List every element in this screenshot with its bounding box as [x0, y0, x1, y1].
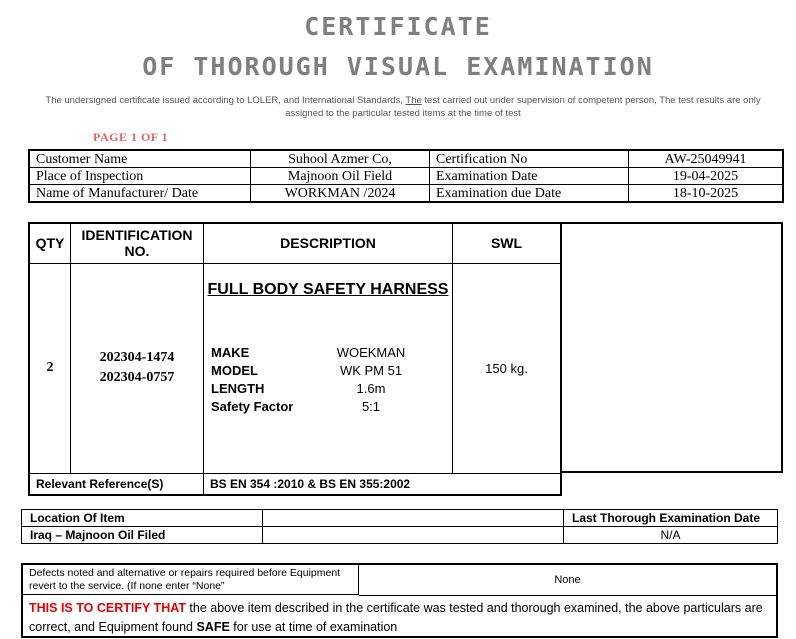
certificate-subtitle: OF THOROUGH VISUAL EXAMINATION [142, 52, 654, 81]
swl-value: 150 kg. [453, 263, 562, 473]
length-value: 1.6m [356, 380, 386, 396]
model-value: WK PM 51 [339, 362, 403, 378]
make-value: WOEKMAN [336, 344, 406, 360]
certify-statement [29, 599, 770, 637]
intro-part-a: The undersigned certificate issued according to LOLER, and International Standards, [45, 95, 406, 106]
certificate-title: CERTIFICATE [304, 12, 492, 41]
customer-value: Suhool Azmer Co, [251, 150, 430, 168]
id-header: IDENTIFICATION NO. [71, 223, 204, 263]
certify-heading: THIS IS TO CERTIFY THAT [29, 601, 186, 615]
qty-header: QTY [29, 223, 71, 263]
make-label: MAKE [211, 344, 250, 360]
blank-side-box [561, 222, 783, 473]
id-value-1: 202304-1474 [99, 350, 175, 365]
location-blank-2 [263, 527, 564, 544]
item-header-row [29, 223, 561, 263]
description-cell [204, 263, 453, 473]
info-table [28, 149, 784, 203]
manufacturer-label: Name of Manufacturer/ Date [29, 185, 251, 203]
swl-header: SWL [453, 223, 562, 263]
due-date-value: 18-10-2025 [629, 185, 784, 203]
customer-label: Customer Name [29, 150, 251, 168]
item-table [28, 222, 562, 496]
intro-text [40, 94, 766, 120]
due-date-label: Examination due Date [430, 185, 629, 203]
model-label: MODEL [211, 362, 258, 378]
certify-text-b: for use at time of examination [229, 620, 398, 634]
id-value-2: 202304-0757 [99, 370, 175, 385]
safety-factor-label: Safety Factor [211, 398, 294, 414]
safe-word: SAFE [196, 620, 230, 634]
info-row [29, 168, 783, 185]
location-blank [263, 510, 564, 527]
certification-box [21, 563, 778, 638]
exam-date-value: 19-04-2025 [629, 168, 784, 185]
defects-value: None [359, 565, 776, 596]
location-value-row [22, 527, 778, 544]
info-row [29, 185, 783, 203]
last-exam-value: N/A [564, 527, 778, 544]
item-row [29, 263, 561, 473]
location-table [21, 509, 778, 544]
safety-factor-value: 5:1 [361, 398, 381, 414]
info-row [29, 150, 783, 168]
cert-no-value: AW-25049941 [629, 150, 784, 168]
defects-label: Defects noted and alternative or repairs required before Equipment revert to the service. (If none enter “None” [23, 565, 359, 595]
certify-text-a: the above item described in the certificate was tested and thorough examined, the above particulars are correct, and Equipment found [29, 601, 763, 634]
place-label: Place of Inspection [29, 168, 251, 185]
qty-value: 2 [29, 263, 71, 473]
description-title: FULL BODY SAFETY HARNESS [207, 280, 449, 298]
last-exam-label: Last Thorough Examination Date [564, 510, 778, 527]
reference-row [29, 473, 561, 495]
place-value: Majnoon Oil Field [251, 168, 430, 185]
intro-part-b: test carried out under supervision of competent person, The test results are only assigned to the particular tested items at the time of test [285, 95, 761, 119]
spec-make [205, 344, 451, 362]
location-header-row [22, 510, 778, 527]
length-label: LENGTH [211, 380, 265, 396]
spec-length [205, 380, 451, 398]
description-header: DESCRIPTION [204, 223, 453, 263]
page-indicator: PAGE 1 OF 1 [93, 130, 169, 144]
spec-safety-factor [205, 398, 451, 416]
intro-underlined-word: The [405, 95, 422, 106]
manufacturer-value: WORKMAN /2024 [251, 185, 430, 203]
exam-date-label: Examination Date [430, 168, 629, 185]
spec-model [205, 362, 451, 380]
reference-label: Relevant Reference(S) [29, 473, 204, 495]
reference-value: BS EN 354 :2010 & BS EN 355:2002 [204, 473, 562, 495]
cert-no-label: Certification No [430, 150, 629, 168]
id-cell [71, 263, 204, 473]
location-value: Iraq – Majnoon Oil Filed [22, 527, 263, 544]
location-label: Location Of Item [22, 510, 263, 527]
